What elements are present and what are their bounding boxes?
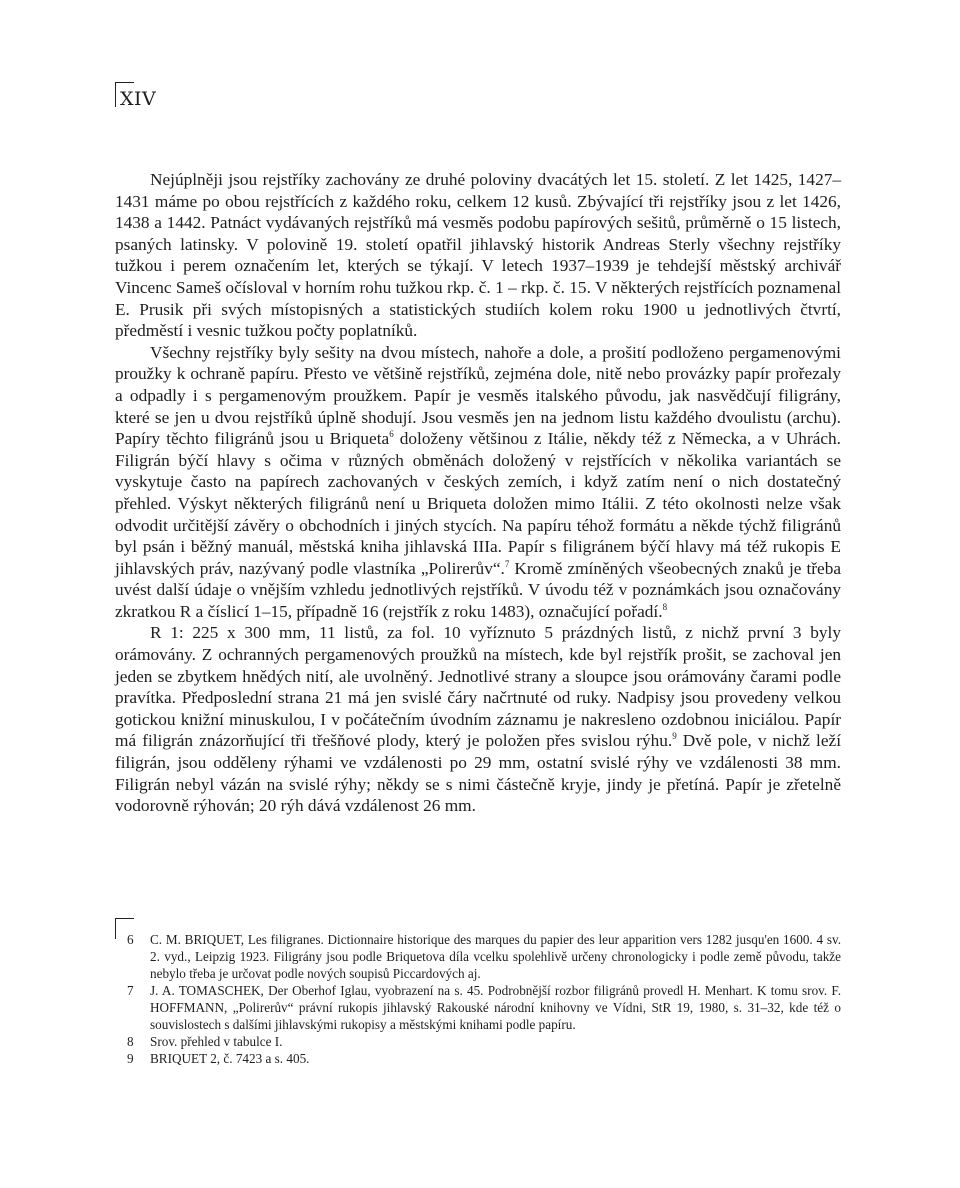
footnote-ref-8[interactable]: 8: [662, 602, 668, 613]
footnote-number: 8: [127, 1034, 134, 1049]
footnote-number: 9: [127, 1051, 134, 1066]
footnote-ref-7[interactable]: 7: [504, 558, 510, 569]
body-text: [115, 169, 841, 817]
paragraph-2: [115, 342, 841, 623]
page-number: XIV: [115, 82, 156, 112]
paragraph-2-part-2: doloženy většinou z Itálie, někdy též z Německa, a v Uhrách. Filigrán býčí hlavy s očima v různých obměnách doložený v rejstřících v několika variantách se vyskytuje často na papírech zachovaných v českých zemích, i když zatím není o nich dostatečný přehled. Výskyt některých filigránů není u Briqueta doložen mimo Itálii. Z této okolnosti nelze však odvodit určitější závěry o obchodních i jiných stycích. Na papíru téhož formátu a někde týchž filigránů byl psán i běžný manuál, městská kniha jihlavská IIIa. Papír s filigránem býčí hlavy má též rukopis E jihlavských práv, nazývaný podle vlastníka „Polirerův“.: [115, 429, 842, 578]
footnote-number: 7: [127, 983, 134, 998]
paragraph-3-part-1: R 1: 225 x 300 mm, 11 listů, za fol. 10 vyříznuto 5 prázdných listů, z nichž první 3 byly orámovány. Z ochranných pergamenových proužků na místech, kde byl rejstřík prošit, se zachoval jen jeden se zbytkem hnědých nití, ale uvolněný. Jednotlivé strany a sloupce jsou orámovány čarami podle pravítka. Předposlední strana 21 má jen svislé čáry načrtnuté od ruky. Nadpisy jsou provedeny velkou gotickou knižní minuskulou, I v počátečním úvodním záznamu je nakresleno ozdobnou iniciálou. Papír má filigrán znázorňující tři třešňové plody, který je položen přes svislou rýhu.: [115, 623, 841, 751]
paragraph-2-part-3: Kromě zmíněných všeobecných znaků je třeba uvést další údaje o vnějším vzhledu jednotlivých rejstříků. V úvodu též v poznámkách jsou označovány zkratkou R a číslicí 1–15, případně 16 (rejstřík z roku 1483), označující pořadí.: [115, 558, 842, 621]
paragraph-3-part-2: Dvě pole, v nichž leží filigrán, jsou odděleny rýhami ve vzdálenosti po 29 mm, ostatní svislé rýhy ve vzdálenosti 38 mm. Filigrán nebyl vázán na svislé rýhy; někdy se s nimi částečně kryje, jindy je přetíná. Papír je zřetelně vodorovně rýhován; 20 rýh dává vzdálenost 26 mm.: [115, 731, 841, 816]
footnote-number: 6: [127, 932, 134, 947]
footnote-text: J. A. TOMASCHEK, Der Oberhof Iglau, vyobrazení na s. 45. Podrobnější rozbor filigránů provedl H. Menhart. K tomu srov. F. HOFFMANN, „Polirerův“ právní rukopis jihlavský Rakouské národní knihovny ve Vídni, StR 19, 1980, s. 31–32, kde též o souvislostech s dalšími jihlavskými rukopisy a městskými knihami podle papíru.: [150, 983, 841, 1032]
footnote-ref-9[interactable]: 9: [672, 731, 677, 742]
footnotes: [115, 931, 841, 1067]
paragraph-3: [115, 622, 841, 816]
footnote-text: Srov. přehled v tabulce I.: [150, 1034, 283, 1049]
footnote-text: C. M. BRIQUET, Les filigranes. Dictionnaire historique des marques du papier des leur apparition vers 1282 jusqu'en 1600. 4 sv. 2. vyd., Leipzig 1923. Filigrány jsou podle Briquetova díla vcelku spolehlivě určeny chronologicky i podle země původu, takže nebylo třeba je určovat podle nových soupisů Piccardových aj.: [150, 932, 841, 981]
footnote-7: [115, 982, 841, 1033]
footnote-9: [115, 1050, 841, 1067]
footnote-ref-6[interactable]: 6: [389, 429, 394, 440]
paragraph-1-text: Nejúplněji jsou rejstříky zachovány ze druhé poloviny dvacátých let 15. století. Z let 1425, 1427–1431 máme po obou rejstřících z každého roku, celkem 12 kusů. Zbývající tři rejstříky jsou z let 1426, 1438 a 1442. Patnáct vydávaných rejstříků má vesměs podobu papírových sešitů, průměrně o 15 listech, psaných latinsky. V polovině 19. století opatřil jihlavský historik Andreas Sterly všechny rejstříky tužkou i perem označením let, kterých se týkají. V letech 1937–1939 je tehdejší městský archivář Vincenc Sameš očísloval v horním rohu tužkou rkp. č. 1 – rkp. č. 15. V některých rejstřících poznamenal E. Prusik při svých místopisných a statistických studiích kolem roku 1900 u jednotlivých čtvrtí, předměstí i vesnic tužkou počty poplatníků.: [115, 170, 841, 341]
footnote-8: [115, 1033, 841, 1050]
footnote-6: [115, 931, 841, 982]
footnote-text: BRIQUET 2, č. 7423 a s. 405.: [150, 1051, 310, 1066]
paragraph-2-part-1: Všechny rejstříky byly sešity na dvou místech, nahoře a dole, a prošití podloženo pergamenovými proužky k ochraně papíru. Přesto ve většině rejstříků, zejména dole, nitě nebo provázky papír prořezaly a odpadly i s pergamenovým proužkem. Papír je vesměs italského původu, jak nasvědčují filigrány, které se jen u dvou rejstříků úplně shodují. Jsou vesměs jen na jednom listu každého dvoulistu (archu). Papíry těchto filigránů jsou u Briqueta: [115, 342, 841, 449]
paragraph-1: [115, 169, 841, 342]
